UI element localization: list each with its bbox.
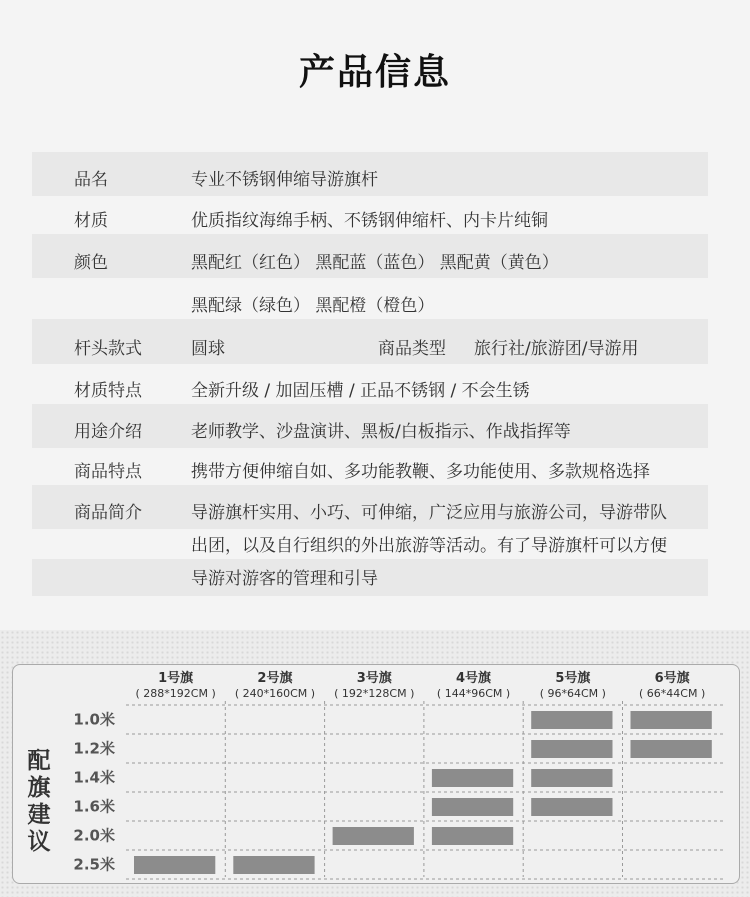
info-row-intro-2 <box>32 529 708 559</box>
info-row-intro <box>32 485 708 529</box>
column-header-name: 3号旗 <box>356 671 392 686</box>
chart-title-char: 配 <box>27 748 51 774</box>
column-header-size: ( 192*128CM ) <box>334 687 415 700</box>
column-header-size: ( 288*192CM ) <box>135 687 216 700</box>
column-header-size: ( 144*96CM ) <box>436 687 511 700</box>
column-header-size: ( 240*160CM ) <box>234 687 316 700</box>
info-value: 圆球 <box>191 339 225 359</box>
info-row-head-style <box>32 319 708 364</box>
column-header-name: 6号旗 <box>654 671 690 686</box>
flag-recommendation-svg <box>13 665 739 883</box>
column-header-name: 5号旗 <box>555 671 591 686</box>
recommendation-bar <box>333 827 414 845</box>
recommendation-bar <box>233 856 314 874</box>
recommendation-bar <box>134 856 215 874</box>
info-label: 品名 <box>74 170 108 190</box>
info-label: 材质 <box>74 211 108 231</box>
info-row-material <box>32 196 708 234</box>
info-label: 杆头款式 <box>74 339 142 359</box>
info-label: 用途介绍 <box>74 422 142 442</box>
flag-recommendation-chart <box>12 664 740 884</box>
row-label: 1.2米 <box>73 739 115 758</box>
recommendation-bar <box>432 798 513 816</box>
info-value: 携带方便伸缩自如、多功能教鞭、多功能使用、多款规格选择 <box>191 462 650 482</box>
info-row-usage <box>32 404 708 448</box>
info-label: 商品类型 <box>378 339 446 359</box>
row-label: 1.0米 <box>73 710 115 729</box>
info-row-color-2 <box>32 278 708 319</box>
info-row-intro-3 <box>32 559 708 596</box>
info-label: 材质特点 <box>74 381 142 401</box>
row-label: 1.6米 <box>73 797 115 816</box>
info-label: 商品特点 <box>74 462 142 482</box>
info-value: 导游对游客的管理和引导 <box>191 569 378 589</box>
column-header-name: 2号旗 <box>257 671 293 686</box>
recommendation-bar <box>631 711 712 729</box>
recommendation-bar <box>432 769 513 787</box>
info-value: 专业不锈钢伸缩导游旗杆 <box>191 170 378 190</box>
column-header-size: ( 66*44CM ) <box>639 687 706 700</box>
info-row-material-feature <box>32 364 708 404</box>
info-label: 颜色 <box>74 253 108 273</box>
info-value: 旅行社/旅游团/导游用 <box>474 339 639 359</box>
recommendation-bar <box>531 711 612 729</box>
row-label: 1.4米 <box>73 768 115 787</box>
column-header-size: ( 96*64CM ) <box>539 687 606 700</box>
recommendation-bar <box>531 798 612 816</box>
row-label: 2.5米 <box>73 855 115 874</box>
column-header-name: 4号旗 <box>456 671 492 686</box>
info-value: 老师教学、沙盘演讲、黑板/白板指示、作战指挥等 <box>191 422 571 442</box>
recommendation-bar <box>631 740 712 758</box>
recommendation-bar <box>432 827 513 845</box>
info-value: 导游旗杆实用、小巧、可伸缩，广泛应用与旅游公司，导游带队 <box>191 503 667 523</box>
chart-title-char: 建 <box>27 802 51 828</box>
chart-title-char: 旗 <box>27 775 51 801</box>
info-value: 优质指纹海绵手柄、不锈钢伸缩杆、内卡片纯铜 <box>191 211 548 231</box>
info-value: 黑配红（红色） 黑配蓝（蓝色） 黑配黄（黄色） <box>191 253 559 273</box>
flag-recommendation-section <box>0 630 750 897</box>
info-row-name <box>32 152 708 196</box>
info-label: 商品简介 <box>74 503 142 523</box>
recommendation-bar <box>531 769 612 787</box>
recommendation-bar <box>531 740 612 758</box>
info-row-product-feature <box>32 448 708 485</box>
info-row-color <box>32 234 708 278</box>
row-label: 2.0米 <box>73 826 115 845</box>
info-value: 黑配绿（绿色） 黑配橙（橙色） <box>191 296 435 316</box>
info-value: 出团，以及自行组织的外出旅游等活动。有了导游旗杆可以方便 <box>191 536 667 556</box>
column-header-name: 1号旗 <box>158 671 194 686</box>
page-title: 产品信息 <box>298 52 451 93</box>
info-value: 全新升级 / 加固压槽 / 正品不锈钢 / 不会生锈 <box>191 381 530 401</box>
chart-title-char: 议 <box>27 829 51 855</box>
